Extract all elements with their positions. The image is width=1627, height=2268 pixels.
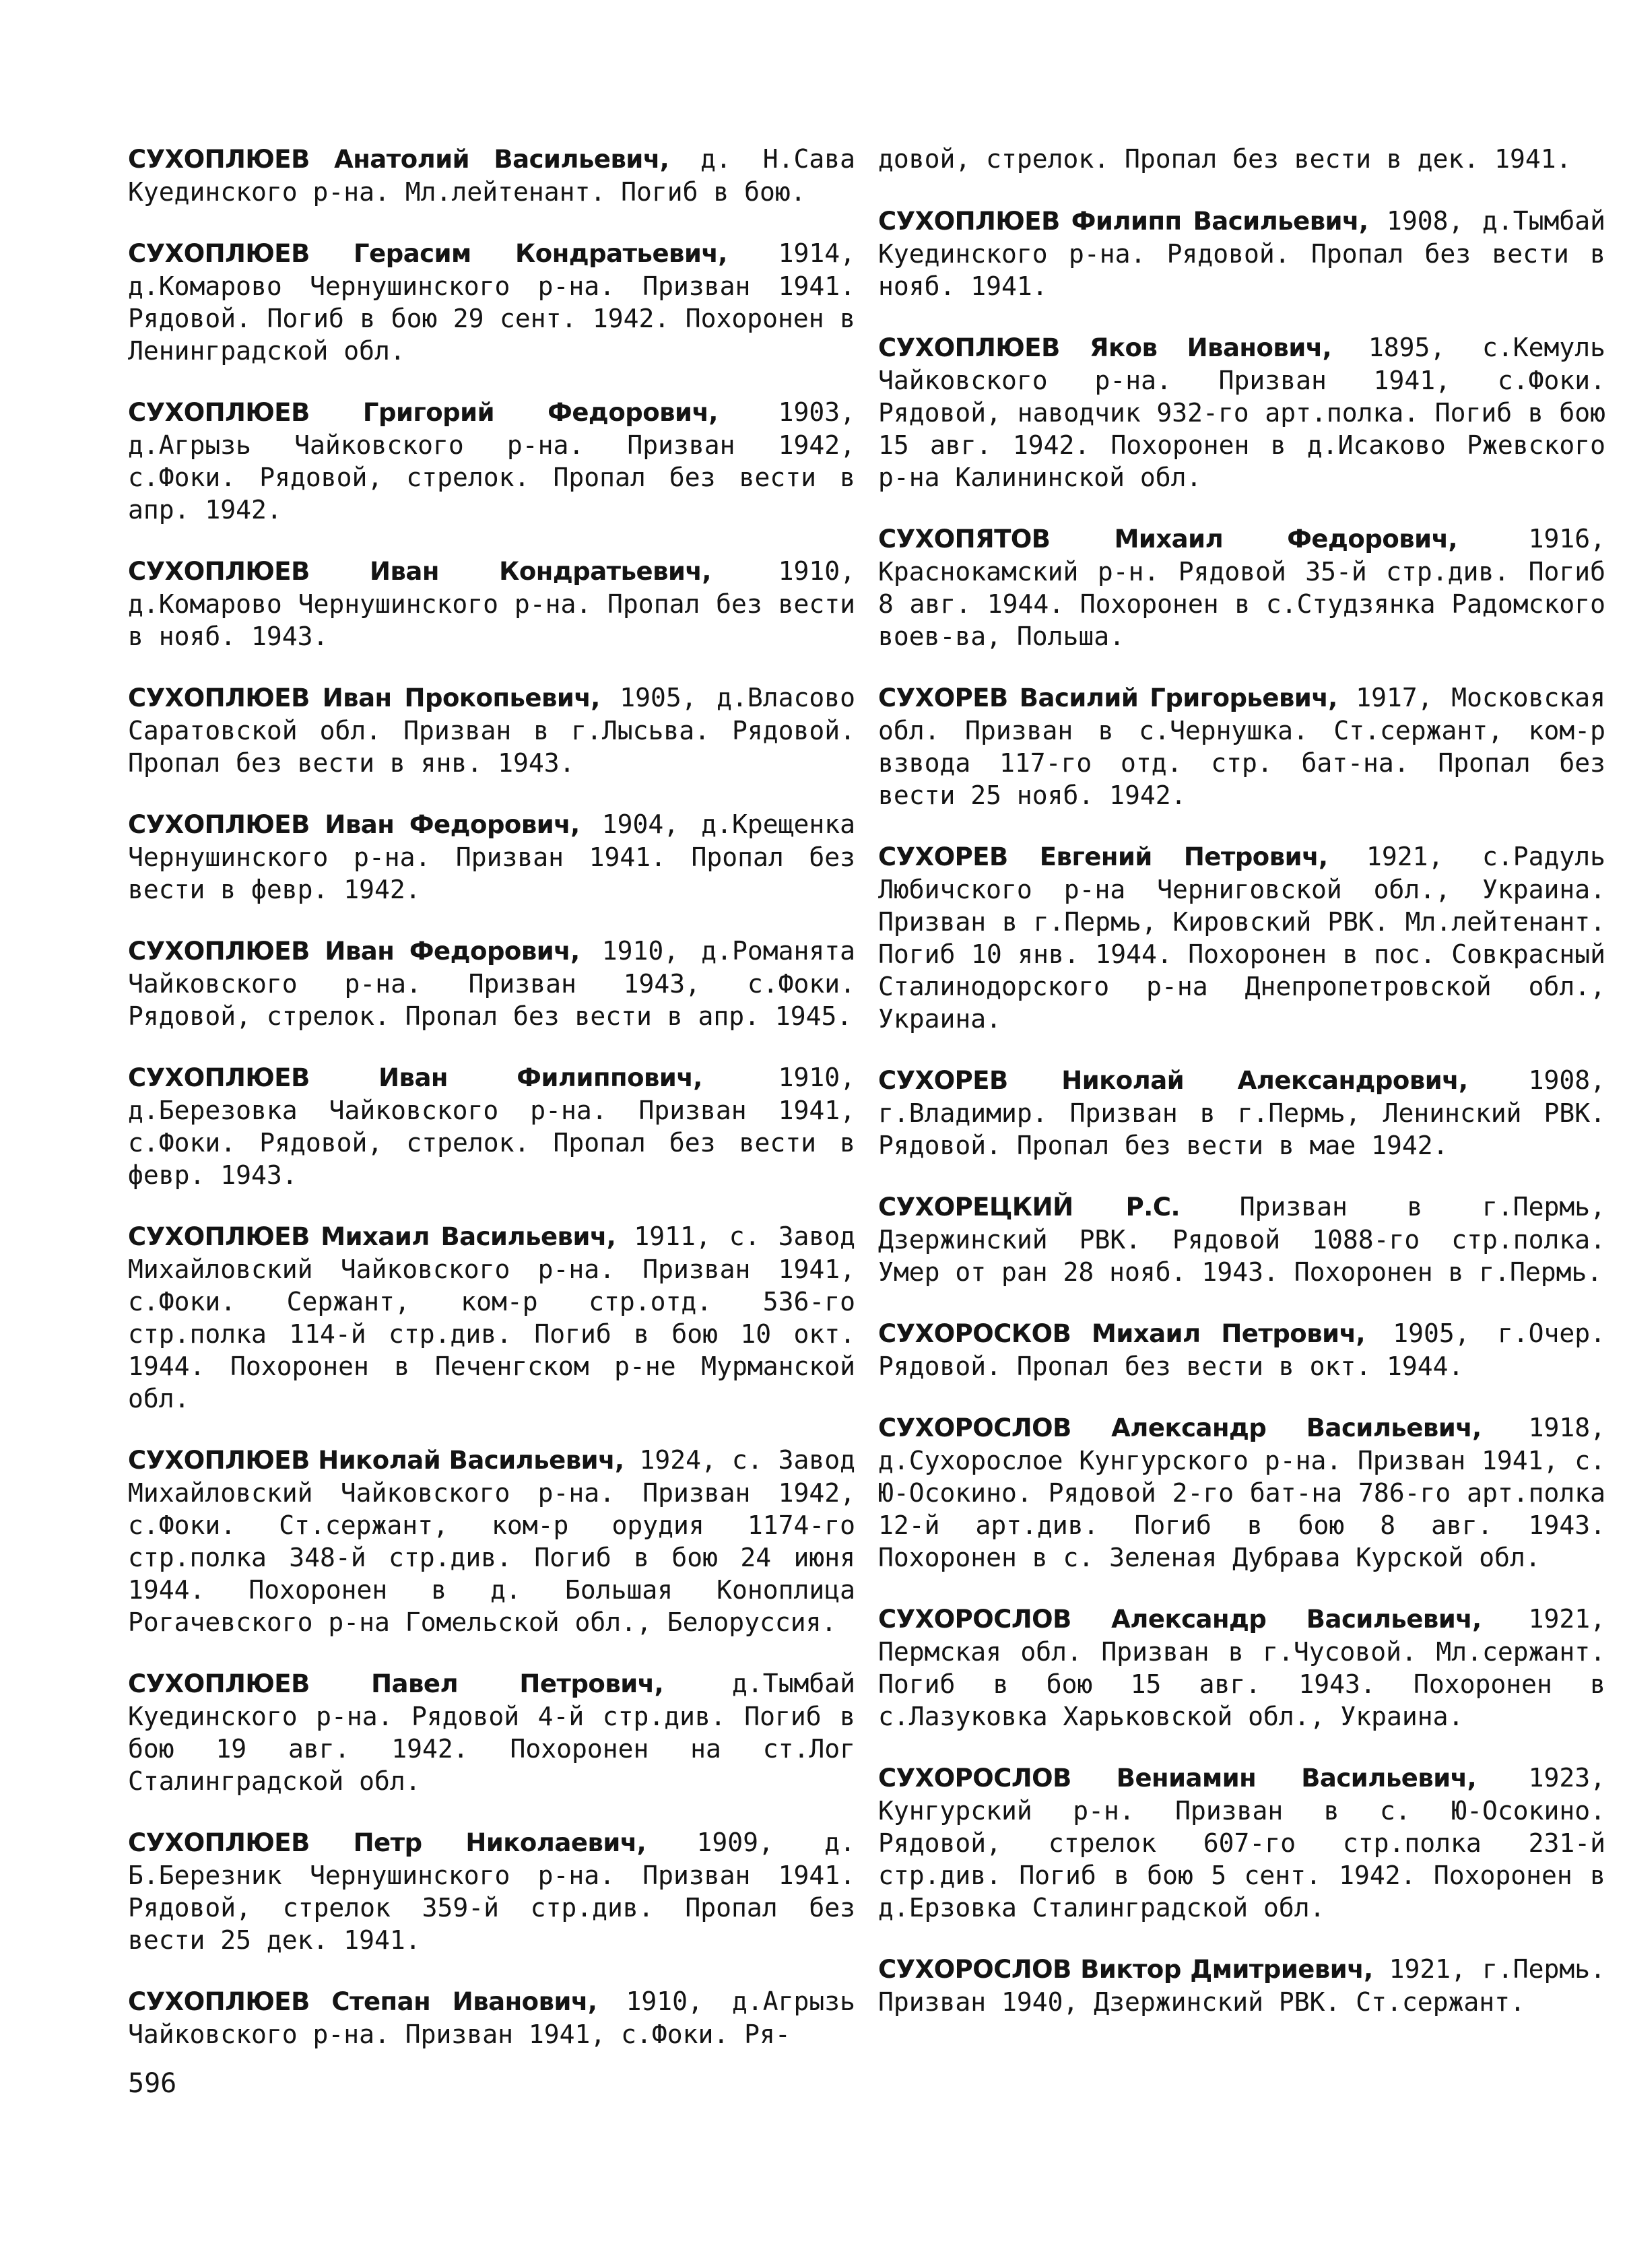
entry <box>878 1191 1605 1288</box>
entry-name: СУХОРОСЛОВ Вениамин Васильевич, <box>878 1764 1477 1793</box>
entry <box>878 331 1605 494</box>
entry-name: СУХОПЛЮЕВ Яков Иванович, <box>878 333 1332 362</box>
entry-name: СУХОПЛЮЕВ Иван Филиппович, <box>128 1063 702 1092</box>
entry-name: СУХОПЛЮЕВ Анатолий Васильевич, <box>128 145 669 174</box>
entry-name: СУХОПЯТОВ Михаил Федорович, <box>878 525 1458 554</box>
entry <box>878 1603 1605 1733</box>
entry <box>878 1317 1605 1382</box>
entry-name: СУХОРОСЛОВ Александр Васильевич, <box>878 1413 1482 1442</box>
entry-text: Призван в г.Пермь, Дзержинский РВК. Рядовой 1088-го стр.полка. Умер от ран 28 нояб. 1943. Похоронен в г.Пермь. <box>878 1192 1605 1287</box>
entry-text: 1923, Кунгурский р-н. Призван в с. Ю-Осокино. Рядовой, стрелок 607-го стр.полка 231-й стр.див. Погиб в бою 5 сент. 1942. Похоронен в д.Ерзовка Сталинградской обл. <box>878 1763 1605 1923</box>
entry-text: 1909, д. Б.Березник Чернушинского р-на. Призван 1941. Рядовой, стрелок 359-й стр.див. Пропал без вести 25 дек. 1941. <box>128 1828 855 1955</box>
entry-name: СУХОПЛЮЕВ Григорий Федорович, <box>128 398 718 427</box>
entry-text: 1916, Краснокамский р-н. Рядовой 35-й стр.див. Погиб 8 авг. 1944. Похоронен в с.Студзянка Радомского воев-ва, Польша. <box>878 524 1605 651</box>
entry <box>878 1411 1605 1574</box>
entry <box>128 1061 855 1191</box>
entry-name: СУХОПЛЮЕВ Степан Иванович, <box>128 1987 597 2016</box>
entry-name: СУХОРОСЛОВ Виктор Дмитриевич, <box>878 1955 1373 1984</box>
entry <box>878 1953 1605 2018</box>
entry-text: д. Н.Сава Куединского р-на. Мл.лейтенант. Погиб в бою. <box>128 144 855 207</box>
right-column <box>878 143 1605 2047</box>
entry-text: 1924, с. Завод Михайловский Чайковского р-на. Призван 1942, с.Фоки. Ст.сержант, ком-р орудия 1174-го стр.полка 348-й стр.див. Погиб в бою 24 июня 1944. Похоронен в д. Большая Коноплица Рогачевского р-на Гомельской обл., Белоруссия. <box>128 1445 855 1637</box>
entry <box>878 1064 1605 1162</box>
entry-text: 1903, д.Агрызь Чайковского р-на. Призван 1942, с.Фоки. Рядовой, стрелок. Пропал без вести в апр. 1942. <box>128 397 855 525</box>
entry <box>128 237 855 367</box>
entry-continuation <box>878 143 1605 176</box>
entry-name: СУХОПЛЮЕВ Иван Федорович, <box>128 810 580 839</box>
entry-name: СУХОРЕЦКИЙ Р.С. <box>878 1193 1181 1222</box>
entry-text: 1910, д.Комарово Чернушинского р-на. Пропал без вести в нояб. 1943. <box>128 556 855 651</box>
entry-text: довой, стрелок. Пропал без вести в дек. 1941. <box>878 144 1572 174</box>
entry-name: СУХОРЕВ Евгений Петрович, <box>878 842 1328 871</box>
entry-text: 1904, д.Крещенка Чернушинского р-на. Призван 1941. Пропал без вести в февр. 1942. <box>128 809 856 904</box>
entry-text: 1895, с.Кемуль Чайковского р-на. Призван 1941, с.Фоки. Рядовой, наводчик 932-го арт.полка. Погиб в бою 15 авг. 1942. Похоронен в д.Исаково Ржевского р-на Калининской обл. <box>878 333 1605 492</box>
entry <box>128 935 855 1032</box>
entry-text: 1917, Московская обл. Призван в с.Чернушка. Ст.сержант, ком-р взвода 117-го отд. стр. бат-на. Пропал без вести 25 нояб. 1942. <box>878 683 1605 810</box>
entry-text: 1908, г.Владимир. Призван в г.Пермь, Ленинский РВК. Рядовой. Пропал без вести в мае 1942. <box>878 1065 1605 1160</box>
entry <box>128 143 855 208</box>
entry <box>878 523 1605 653</box>
entry-text: 1921, Пермская обл. Призван в г.Чусовой. Мл.сержант. Погиб в бою 15 авг. 1943. Похоронен в с.Лазуковка Харьковской обл., Украина. <box>878 1604 1605 1731</box>
entry-text: 1910, д.Березовка Чайковского р-на. Призван 1941, с.Фоки. Рядовой, стрелок. Пропал без вести в февр. 1943. <box>128 1063 855 1190</box>
entry <box>128 555 855 653</box>
entry-name: СУХОПЛЮЕВ Павел Петрович, <box>128 1669 664 1698</box>
entry-text: 1911, с. Завод Михайловский Чайковского р-на. Призван 1941, с.Фоки. Сержант, ком-р стр.отд. 536-го стр.полка 114-й стр.див. Погиб в бою 10 окт. 1944. Похоронен в Печенгском р-не Мурманской обл. <box>128 1222 855 1413</box>
entry-name: СУХОПЛЮЕВ Иван Федорович, <box>128 937 580 966</box>
entry-name: СУХОПЛЮЕВ Николай Васильевич, <box>128 1446 624 1475</box>
entry-name: СУХОПЛЮЕВ Михаил Васильевич, <box>128 1222 616 1251</box>
entry-text: 1921, с.Радуль Любичского р-на Черниговской обл., Украина. Призван в г.Пермь, Кировский РВК. Мл.лейтенант. Погиб 10 янв. 1944. Похоронен в пос. Совкрасный Сталинодорского р-на Днепропетровской обл., Украина. <box>878 842 1605 1034</box>
entry-text: д.Тымбай Куединского р-на. Рядовой 4-й стр.див. Погиб в бою 19 авг. 1942. Похоронен на ст.Лог Сталинградской обл. <box>128 1669 855 1796</box>
entry <box>878 840 1605 1035</box>
entry <box>128 396 855 526</box>
entry <box>128 1826 855 1956</box>
entry-name: СУХОПЛЮЕВ Иван Прокопьевич, <box>128 683 600 712</box>
left-column <box>128 143 855 2079</box>
entry-name: СУХОПЛЮЕВ Петр Николаевич, <box>128 1828 646 1857</box>
entry-name: СУХОРОСКОВ Михаил Петрович, <box>878 1319 1366 1348</box>
entry <box>128 1985 855 2050</box>
entry-text: 1921, г.Пермь. Призван 1940, Дзержинский РВК. Ст.сержант. <box>878 1954 1605 2017</box>
entry-name: СУХОРЕВ Николай Александрович, <box>878 1066 1468 1095</box>
entry-name: СУХОРЕВ Василий Григорьевич, <box>878 683 1337 712</box>
page-number: 596 <box>128 2068 177 2099</box>
entry <box>128 1444 855 1638</box>
entry-text: 1908, д.Тымбай Куединского р-на. Рядовой. Пропал без вести в нояб. 1941. <box>878 206 1605 301</box>
entry <box>128 808 855 906</box>
entry-text: 1905, д.Власово Саратовской обл. Призван в г.Лысьва. Рядовой. Пропал без вести в янв. 1943. <box>128 683 855 778</box>
entry-text: 1910, д.Агрызь Чайковского р-на. Призван 1941, с.Фоки. Ря- <box>128 1987 855 2049</box>
entry-text: 1910, д.Романята Чайковского р-на. Призван 1943, с.Фоки. Рядовой, стрелок. Пропал без вести в апр. 1945. <box>128 936 856 1031</box>
entry-text: 1905, г.Очер. Рядовой. Пропал без вести в окт. 1944. <box>878 1319 1605 1381</box>
entry-text: 1914, д.Комарово Чернушинского р-на. Призван 1941. Рядовой. Погиб в бою 29 сент. 1942. Похоронен в Ленинградской обл. <box>128 238 855 366</box>
entry <box>878 681 1605 811</box>
entry <box>878 1762 1605 1924</box>
entry-name: СУХОПЛЮЕВ Герасим Кондратьевич, <box>128 239 727 268</box>
entry <box>128 1220 855 1415</box>
entry-name: СУХОПЛЮЕВ Иван Кондратьевич, <box>128 557 711 586</box>
entry-name: СУХОРОСЛОВ Александр Васильевич, <box>878 1605 1482 1634</box>
entry <box>128 681 855 779</box>
entry <box>878 205 1605 302</box>
entry-text: 1918, д.Сухорослое Кунгурского р-на. Призван 1941, с. Ю-Осокино. Рядовой 2-го бат-на 786-го арт.полка 12-й арт.див. Погиб в бою 8 авг. 1943. Похоронен в с. Зеленая Дубрава Курской обл. <box>878 1413 1605 1572</box>
entry-name: СУХОПЛЮЕВ Филипп Васильевич, <box>878 207 1368 236</box>
entry <box>128 1667 855 1797</box>
